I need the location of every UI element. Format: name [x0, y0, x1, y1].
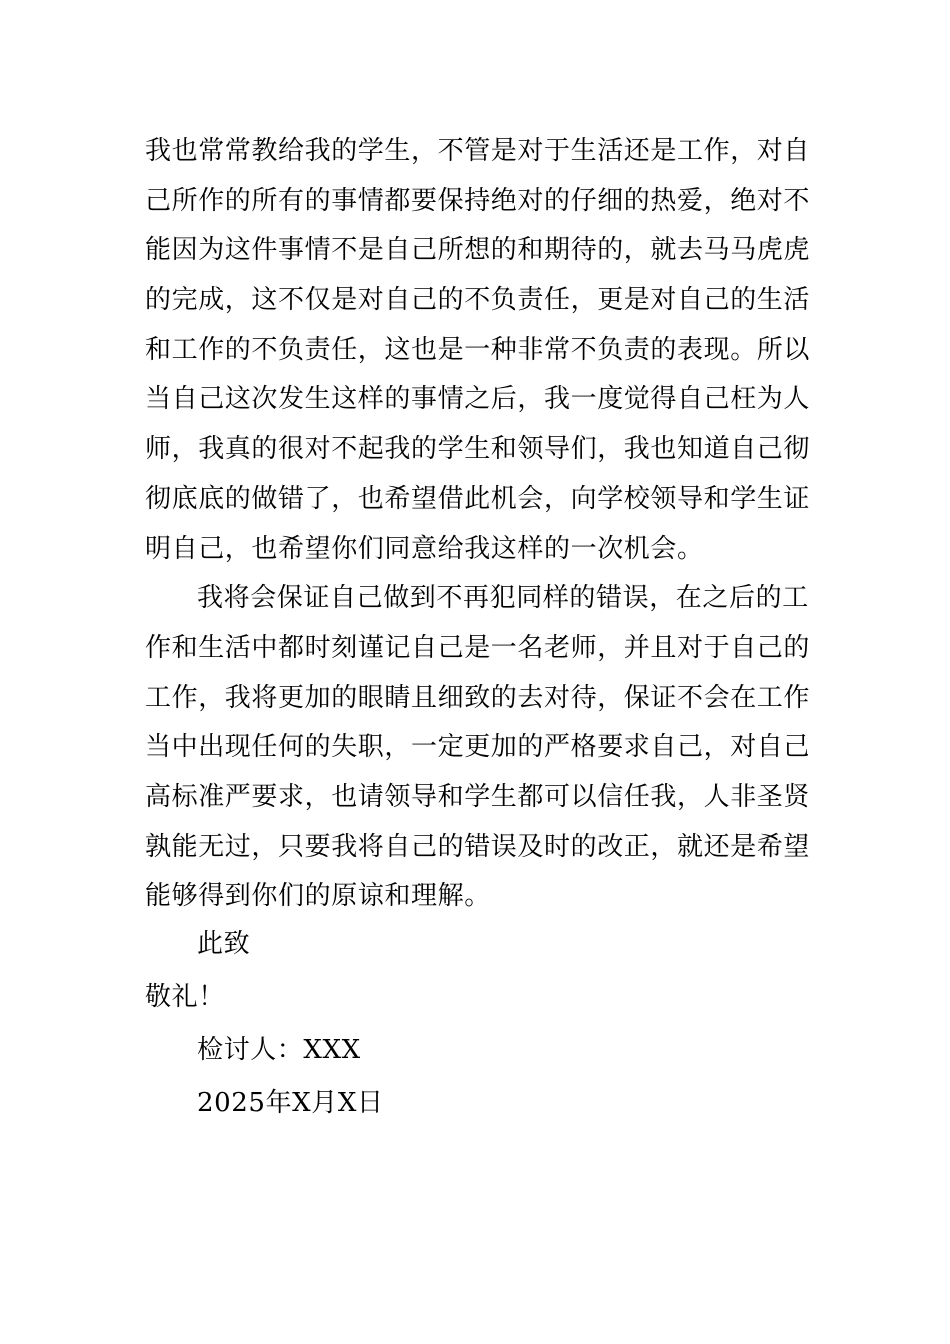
paragraph-1-line-1: 我也常常教给我的学生，不管是对于生活还是工作，对自: [145, 136, 811, 166]
paragraph-1-line-5: 和工作的不负责任，这也是一种非常不负责的表现。所以: [145, 334, 811, 365]
paragraph-1-line-9: 明自己，也希望你们同意给我这样的一次机会。: [145, 533, 704, 564]
paragraph-1-line-8: 彻底底的做错了，也希望借此机会，向学校领导和学生证: [145, 483, 811, 514]
paragraph-1-line-6: 当自己这次发生这样的事情之后，我一度觉得自己枉为人: [145, 384, 811, 415]
paragraph-2-line-2: 作和生活中都时刻谨记自己是一名老师，并且对于自己的: [145, 632, 811, 663]
closing-salutation: 此致: [197, 929, 251, 959]
date-line: 2025年X月X日: [197, 1088, 384, 1118]
paragraph-1-line-7: 师，我真的很对不起我的学生和领导们，我也知道自己彻: [145, 434, 811, 465]
letter-body: [145, 127, 811, 922]
letter-closing: [145, 918, 807, 1130]
paragraph-2-line-4: 当中出现任何的失职，一定更加的严格要求自己，对自己: [145, 732, 811, 763]
paragraph-2-line-7: 能够得到你们的原谅和理解。: [145, 881, 491, 912]
paragraph-1-line-3: 能因为这件事情不是自己所想的和期待的，就去马马虎虎: [145, 235, 811, 266]
paragraph-1-line-4: 的完成，这不仅是对自己的不负责任，更是对自己的生活: [145, 285, 811, 316]
signer-line: 检讨人：XXX: [197, 1035, 361, 1065]
closing-regards: 敬礼！: [145, 982, 225, 1012]
paragraph-2-line-6: 孰能无过，只要我将自己的错误及时的改正，就还是希望: [145, 831, 811, 862]
paragraph-1-line-2: 己所作的所有的事情都要保持绝对的仔细的热爱，绝对不: [145, 185, 811, 216]
paragraph-2-line-1: 我将会保证自己做到不再犯同样的错误，在之后的工: [197, 583, 809, 614]
paragraph-2-line-3: 工作，我将更加的眼睛且细致的去对待，保证不会在工作: [145, 682, 811, 713]
paragraph-2-line-5: 高标准严要求，也请领导和学生都可以信任我，人非圣贤: [145, 781, 811, 812]
